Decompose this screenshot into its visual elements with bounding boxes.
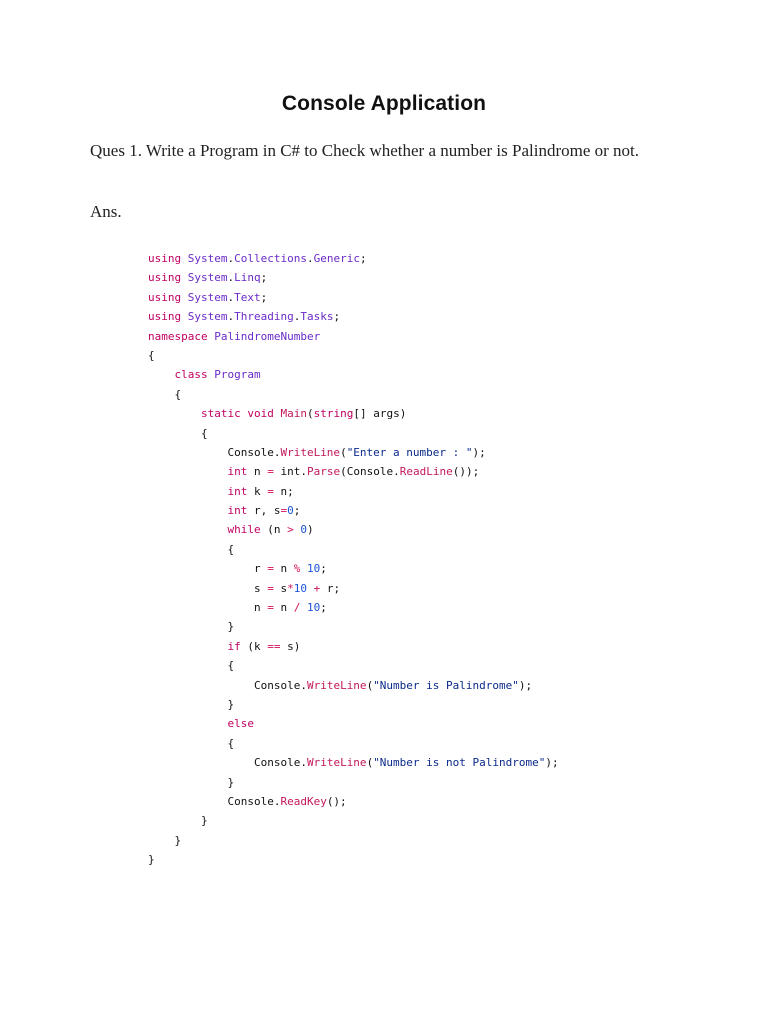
code-token: . — [227, 290, 235, 304]
code-token: int — [227, 484, 248, 498]
code-token: 0 — [287, 504, 294, 518]
code-line — [148, 385, 559, 404]
code-token: Linq — [234, 271, 261, 285]
code-token: PalindromeNumber — [214, 329, 321, 343]
code-token: using — [148, 271, 182, 285]
code-line — [148, 559, 559, 578]
code-token: ; — [293, 504, 301, 518]
code-token — [300, 562, 307, 575]
code-line — [148, 501, 559, 520]
code-token: ( — [340, 445, 347, 459]
code-token: (n — [260, 523, 288, 537]
code-token: ( — [306, 407, 314, 421]
code-token — [148, 368, 175, 381]
code-token: class — [174, 368, 208, 382]
code-token: using — [148, 290, 182, 304]
code-token: if — [227, 639, 241, 653]
code-line — [148, 598, 559, 617]
code-line — [148, 676, 559, 695]
code-token: Parse — [306, 465, 341, 479]
code-token — [300, 601, 307, 614]
code-token: ; — [359, 252, 367, 265]
code-token — [148, 717, 227, 730]
code-token: Console. — [148, 445, 281, 459]
code-line — [148, 637, 559, 656]
code-line — [148, 850, 559, 869]
code-token: Text — [234, 290, 261, 304]
code-token: } — [148, 814, 208, 828]
code-token: static — [200, 407, 241, 421]
code-token: using — [148, 252, 182, 265]
code-token: 10 — [306, 562, 321, 576]
code-token: 10 — [306, 601, 321, 615]
code-token: n — [273, 562, 294, 576]
code-line — [148, 482, 559, 501]
code-token: Program — [214, 368, 261, 382]
code-token: = — [267, 484, 274, 498]
code-token: / — [293, 601, 301, 615]
code-token — [181, 271, 188, 284]
code-token — [181, 310, 188, 323]
code-token: Threading — [234, 310, 294, 324]
code-token: using — [148, 310, 182, 324]
code-token — [148, 465, 227, 478]
code-token: System — [187, 271, 228, 285]
code-token: else — [227, 717, 254, 731]
code-token: 0 — [300, 523, 307, 537]
code-line — [148, 268, 559, 287]
code-token: (k — [240, 639, 268, 653]
code-line — [148, 462, 559, 481]
code-line — [148, 831, 559, 850]
code-line — [148, 734, 559, 753]
code-token: ); — [472, 445, 486, 459]
code-token: ; — [320, 562, 327, 576]
code-token: ); — [545, 756, 559, 770]
code-token: = — [267, 581, 274, 595]
code-token: n — [148, 601, 268, 615]
code-line — [148, 249, 559, 268]
code-token: (Console. — [340, 465, 400, 479]
code-token: int. — [273, 465, 307, 479]
code-token: "Number is not Palindrome" — [373, 756, 546, 770]
code-token: { — [148, 542, 235, 556]
code-token: . — [293, 310, 301, 324]
code-token: + — [313, 581, 321, 595]
code-token: System — [187, 310, 228, 324]
code-token — [181, 252, 188, 265]
code-token: WriteLine — [280, 445, 341, 459]
code-token: while — [227, 523, 261, 537]
code-token: namespace — [148, 329, 208, 343]
code-token: } — [148, 853, 155, 867]
code-token: } — [148, 775, 235, 789]
code-token: . — [227, 252, 235, 265]
code-token: * — [287, 581, 294, 595]
code-token: int — [227, 504, 248, 518]
code-token: n; — [273, 484, 294, 498]
code-token: Console. — [148, 794, 281, 808]
code-token: } — [148, 833, 182, 847]
code-line — [148, 714, 559, 733]
code-line — [148, 540, 559, 559]
code-token: (); — [326, 794, 347, 808]
code-token: { — [148, 348, 155, 362]
code-line — [148, 404, 559, 423]
code-line — [148, 792, 559, 811]
code-token: = — [267, 601, 274, 615]
code-token: ( — [366, 756, 374, 770]
code-token: Main — [280, 407, 307, 421]
code-token: WriteLine — [306, 756, 367, 770]
code-token: WriteLine — [306, 678, 367, 692]
code-token — [181, 291, 188, 304]
code-token: Console. — [148, 678, 307, 692]
code-token: Generic — [313, 252, 360, 265]
code-token: { — [148, 659, 235, 673]
code-token — [148, 640, 227, 653]
code-token: ; — [260, 290, 268, 304]
code-line — [148, 811, 559, 830]
code-token: ()); — [452, 465, 480, 479]
code-token: % — [293, 562, 301, 576]
code-token: "Enter a number : " — [346, 445, 473, 459]
code-block — [148, 249, 559, 870]
code-token: "Number is Palindrome" — [373, 678, 519, 692]
code-token: s — [273, 581, 288, 595]
code-token: r, s — [247, 504, 281, 518]
code-token: } — [148, 620, 235, 634]
code-token: s — [148, 581, 268, 595]
code-token: { — [148, 387, 182, 401]
code-token: } — [148, 697, 235, 711]
code-token: = — [280, 504, 288, 518]
code-token: ; — [260, 271, 268, 285]
code-token — [148, 485, 227, 498]
answer-label: Ans. — [90, 202, 122, 221]
code-line — [148, 753, 559, 772]
code-token: = — [267, 465, 274, 479]
code-token: ReadKey — [280, 794, 327, 808]
code-token: { — [148, 426, 208, 440]
code-token: System — [187, 290, 228, 304]
code-token — [307, 582, 314, 595]
code-line — [148, 656, 559, 675]
code-token: . — [227, 271, 235, 285]
code-token: = — [267, 562, 274, 576]
code-line — [148, 288, 559, 307]
code-token: r — [148, 562, 268, 576]
code-line — [148, 695, 559, 714]
code-line — [148, 327, 559, 346]
code-token — [148, 407, 201, 420]
page-title: Console Application — [281, 92, 487, 115]
question-text: Ques 1. Write a Program in C# to Check whether a number is Palindrome or not. — [90, 141, 640, 160]
code-token: s) — [280, 639, 301, 653]
code-token: [] args) — [353, 407, 407, 421]
code-line — [148, 424, 559, 443]
code-token: > — [287, 523, 294, 537]
code-line — [148, 307, 559, 326]
code-token: { — [148, 736, 235, 750]
code-token: ; — [333, 310, 341, 324]
code-line — [148, 579, 559, 598]
code-token: ) — [306, 523, 314, 537]
code-token: Console. — [148, 756, 307, 770]
code-line — [148, 617, 559, 636]
code-token: 10 — [293, 581, 307, 595]
code-token: string — [313, 407, 354, 421]
code-token: ( — [366, 678, 374, 692]
code-token: ; — [320, 601, 327, 615]
code-token: Tasks — [300, 310, 334, 324]
code-token: Collections — [234, 252, 307, 265]
code-token: ); — [518, 678, 533, 692]
code-token: r; — [320, 581, 341, 595]
code-token: . — [306, 252, 314, 265]
code-line — [148, 520, 559, 539]
code-token: int — [227, 465, 248, 479]
code-token — [148, 504, 227, 517]
code-token: ReadLine — [399, 465, 453, 479]
code-token: . — [227, 310, 235, 324]
code-line — [148, 773, 559, 792]
code-token: n — [247, 465, 268, 479]
code-token: n — [273, 601, 294, 615]
code-token: == — [267, 639, 281, 653]
code-line — [148, 443, 559, 462]
code-token: void — [247, 407, 274, 421]
code-line — [148, 365, 559, 384]
code-token: System — [187, 252, 228, 265]
code-token — [148, 523, 227, 536]
code-token: k — [247, 484, 268, 498]
code-line — [148, 346, 559, 365]
